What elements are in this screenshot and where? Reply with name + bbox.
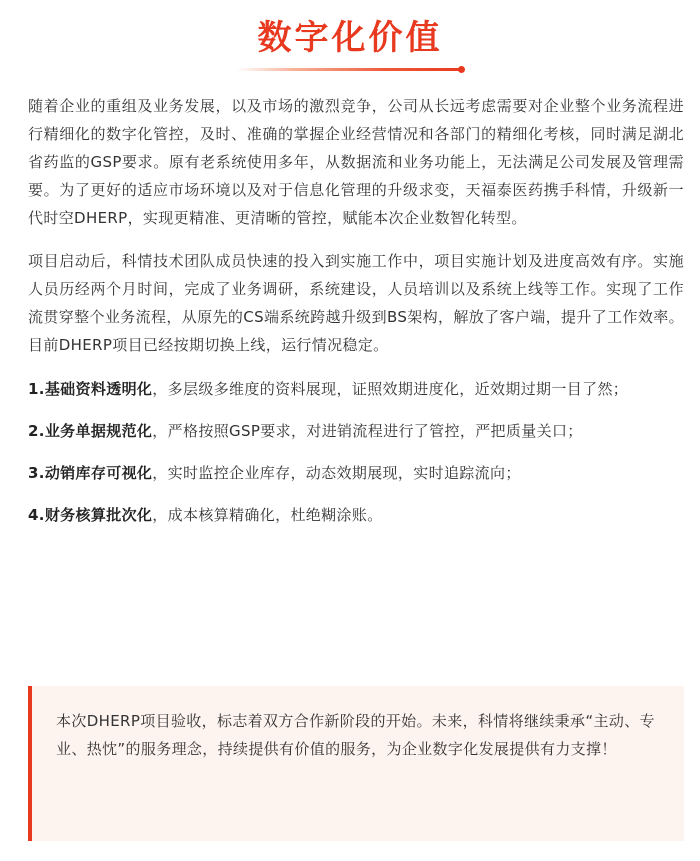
list-item <box>28 375 684 403</box>
article-body <box>28 92 684 543</box>
value-list <box>28 375 684 529</box>
list-item-heading: 1.基础资料透明化 <box>28 380 153 398</box>
list-item-text: ，多层级多维度的资料展现，证照效期进度化，近效期过期一目了然； <box>152 380 629 398</box>
list-item-heading: 4.财务核算批次化 <box>28 506 153 524</box>
title-underline <box>236 68 464 71</box>
paragraph-background: 随着企业的重组及业务发展，以及市场的激烈竞争，公司从长远考虑需要对企业整个业务流程进行精细化的数字化管控，及时、准确的掌握企业经营情况和各部门的精细化考核，同时满足湖北省药监的GSP要求。原有老系统使用多年，从数据流和业务功能上，无法满足公司发展及管理需要。为了更好的适应市场环境以及对于信息化管理的升级求变，天福泰医药携手科情，升级新一代时空DHERP，实现更精准、更清晰的管控，赋能本次企业数智化转型。 <box>28 97 684 227</box>
list-item <box>28 459 684 487</box>
callout-box <box>28 686 684 841</box>
list-item-text: ，严格按照GSP要求，对进销流程进行了管控，严把质量关口； <box>152 422 583 440</box>
list-item-text: ，实时监控企业库存，动态效期展现，实时追踪流向； <box>152 464 521 482</box>
callout-accent-bar <box>28 686 32 841</box>
callout-text: 本次DHERP项目验收，标志着双方合作新阶段的开始。未来，科情将继续秉承“主动、专业、热忱”的服务理念，持续提供有价值的服务，为企业数字化发展提供有力支撑！ <box>56 712 655 758</box>
title-block <box>0 14 700 62</box>
list-item <box>28 501 684 529</box>
page-title: 数字化价值 <box>257 18 443 58</box>
list-item-heading: 2.业务单据规范化 <box>28 422 153 440</box>
list-item-heading: 3.动销库存可视化 <box>28 464 153 482</box>
paragraph-implementation: 项目启动后，科情技术团队成员快速的投入到实施工作中，项目实施计划及进度高效有序。实施人员历经两个月时间，完成了业务调研，系统建设，人员培训以及系统上线等工作。实现了工作流贯穿整个业务流程，从原先的CS端系统跨越升级到BS架构，解放了客户端，提升了工作效率。目前DHERP项目已经按期切换上线，运行情况稳定。 <box>28 252 684 354</box>
list-item <box>28 417 684 445</box>
title-underline-dot <box>458 66 465 73</box>
list-item-text: ，成本核算精确化，杜绝糊涂账。 <box>152 506 383 524</box>
